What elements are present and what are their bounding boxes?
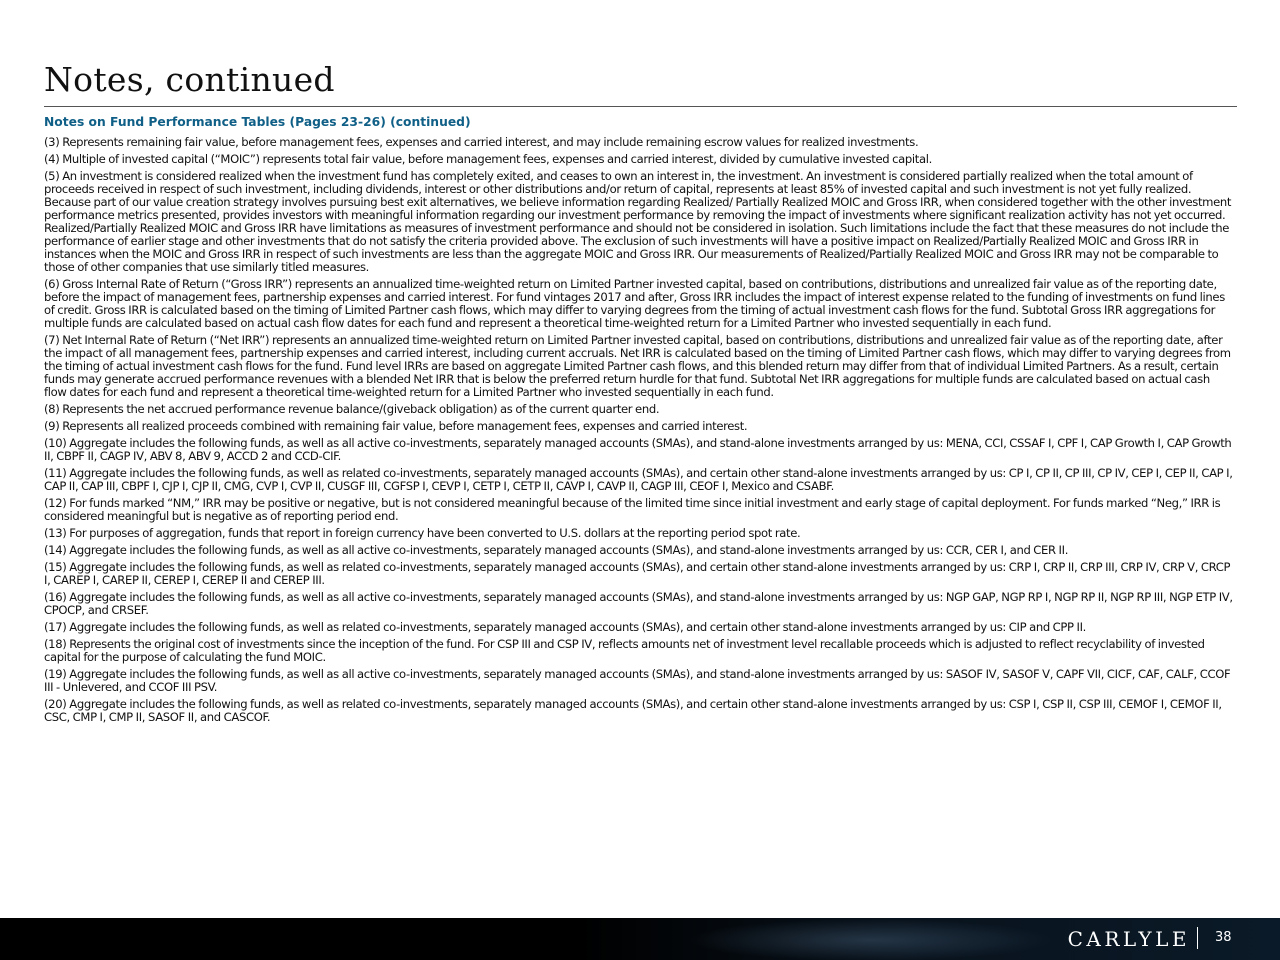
note-5: (5) An investment is considered realized when the investment fund has completely exited, and ceases to own an interest in, the investment. An investment is considered partially realized when the total amount of proceeds received in respect of such investment, including dividends, interest or other distributions and/or return of capital, represents at least 85% of invested capital and such investment is not yet fully realized. Because part of our value creation strategy involves pursuing best exit alternatives, we believe information regarding Realized/ Partially Realized MOIC and Gross IRR, when considered together with the other investment performance metrics presented, provides investors with meaningful information regarding our investment performance by removing the impact of investments where significant realization activity has not yet occurred. Realized/Partially Realized MOIC and Gross IRR have limitations as measures of investment performance and should not be considered in isolation. Such limitations include the fact that these measures do not include the performance of earlier stage and other investments that do not satisfy the criteria provided above. The exclusion of such investments will have a positive impact on Realized/Partially Realized MOIC and Gross IRR in instances when the MOIC and Gross IRR in respect of such investments are less than the aggregate MOIC and Gross IRR. Our measurements of Realized/Partially Realized MOIC and Gross IRR may not be comparable to those of other companies that use similarly titled measures. [44,169,1232,274]
footer-bar [0,918,1280,960]
note-3: (3) Represents remaining fair value, before management fees, expenses and carried interest, and may include remaining escrow values for realized investments. [44,135,919,149]
note-6: (6) Gross Internal Rate of Return (“Gross IRR”) represents an annualized time-weighted return on Limited Partner invested capital, based on contributions, distributions and unrealized fair value as of the reporting date, before the impact of management fees, partnership expenses and carried interest. For fund vintages 2017 and after, Gross IRR includes the impact of interest expense related to the funding of investments on fund lines of credit. Gross IRR is calculated based on the timing of Limited Partner cash flows, which may differ to varying degrees from the timing of actual investment cash flows for the fund. Subtotal Gross IRR aggregations for multiple funds are calculated based on actual cash flow dates for each fund and represent a theoretical time-weighted return for a Limited Partner who invested sequentially in each fund. [44,277,1225,330]
footer-divider [1197,927,1198,949]
note-16: (16) Aggregate includes the following funds, as well as all active co-investments, separately managed accounts (SMAs), and stand-alone investments arranged by us: NGP GAP, NGP RP I, NGP RP II, NGP RP III, NGP ETP IV, CPOCP, and CRSEF. [44,590,1233,617]
title-divider [44,106,1237,107]
note-17: (17) Aggregate includes the following funds, as well as related co-investments, separately managed accounts (SMAs), and certain other stand-alone investments arranged by us: CIP and CPP II. [44,620,1086,634]
section-header: Notes on Fund Performance Tables (Pages 23-26) (continued) [44,115,471,129]
note-7: (7) Net Internal Rate of Return (“Net IRR”) represents an annualized time-weighted return on Limited Partner invested capital, based on contributions, distributions and unrealized fair value as of the reporting date, after the impact of all management fees, partnership expenses and carried interest, including current accruals. Net IRR is calculated based on the timing of Limited Partner cash flows, which may differ to varying degrees from the timing of actual investment cash flows for the fund. Fund level IRRs are based on aggregate Limited Partner cash flows, and this blended return may differ from that of individual Limited Partners. As a result, certain funds may generate accrued performance revenues with a blended Net IRR that is below the preferred return hurdle for that fund. Subtotal Net IRR aggregations for multiple funds are calculated based on actual cash flow dates for each fund and represent a theoretical time-weighted return for a Limited Partner who invested sequentially in each fund. [44,333,1231,399]
page-number: 38 [1215,930,1232,945]
note-9: (9) Represents all realized proceeds combined with remaining fair value, before management fees, expenses and carried interest. [44,419,748,433]
notes-list [44,136,1234,728]
note-15: (15) Aggregate includes the following funds, as well as related co-investments, separately managed accounts (SMAs), and certain other stand-alone investments arranged by us: CRP I, CRP II, CRP III, CRP IV, CRP V, CRCP I, CAREP I, CAREP II, CEREP I, CEREP II and CEREP III. [44,560,1231,587]
note-4: (4) Multiple of invested capital (“MOIC”) represents total fair value, before management fees, expenses and carried interest, divided by cumulative invested capital. [44,152,932,166]
note-11: (11) Aggregate includes the following funds, as well as related co-investments, separately managed accounts (SMAs), and certain other stand-alone investments arranged by us: CP I, CP II, CP III, CP IV, CEP I, CEP II, CAP I, CAP II, CAP III, CBPF I, CJP I, CJP II, CMG, CVP I, CVP II, CUSGF III, CGFSP I, CEVP I, CETP I, CETP II, CAVP I, CAVP II, CAGP III, CEOF I, Mexico and CSABF. [44,466,1233,493]
note-12: (12) For funds marked “NM,” IRR may be positive or negative, but is not considered meaningful because of the limited time since initial investment and early stage of capital deployment. For funds marked “Neg,” IRR is considered meaningful but is negative as of reporting period end. [44,496,1221,523]
note-10: (10) Aggregate includes the following funds, as well as all active co-investments, separately managed accounts (SMAs), and stand-alone investments arranged by us: MENA, CCI, CSSAF I, CPF I, CAP Growth I, CAP Growth II, CBPF II, CAGP IV, ABV 8, ABV 9, ACCD 2 and CCD-CIF. [44,436,1232,463]
note-13: (13) For purposes of aggregation, funds that report in foreign currency have been converted to U.S. dollars at the reporting period spot rate. [44,526,801,540]
brand-logo: CARLYLE [1067,927,1190,951]
note-20: (20) Aggregate includes the following funds, as well as related co-investments, separately managed accounts (SMAs), and certain other stand-alone investments arranged by us: CSP I, CSP II, CSP III, CEMOF I, CEMOF II, CSC, CMP I, CMP II, SASOF II, and CASCOF. [44,697,1222,724]
note-8: (8) Represents the net accrued performance revenue balance/(giveback obligation) as of the current quarter end. [44,402,660,416]
note-18: (18) Represents the original cost of investments since the inception of the fund. For CSP III and CSP IV, reflects amounts net of investment level recallable proceeds which is adjusted to reflect recyclability of invested capital for the purpose of calculating the fund MOIC. [44,637,1205,664]
note-19: (19) Aggregate includes the following funds, as well as all active co-investments, separately managed accounts (SMAs), and stand-alone investments arranged by us: SASOF IV, SASOF V, CAPF VII, CICF, CAF, CALF, CCOF III - Unlevered, and CCOF III PSV. [44,667,1231,694]
note-14: (14) Aggregate includes the following funds, as well as all active co-investments, separately managed accounts (SMAs), and stand-alone investments arranged by us: CCR, CER I, and CER II. [44,543,1069,557]
page-title: Notes, continued [44,60,335,99]
